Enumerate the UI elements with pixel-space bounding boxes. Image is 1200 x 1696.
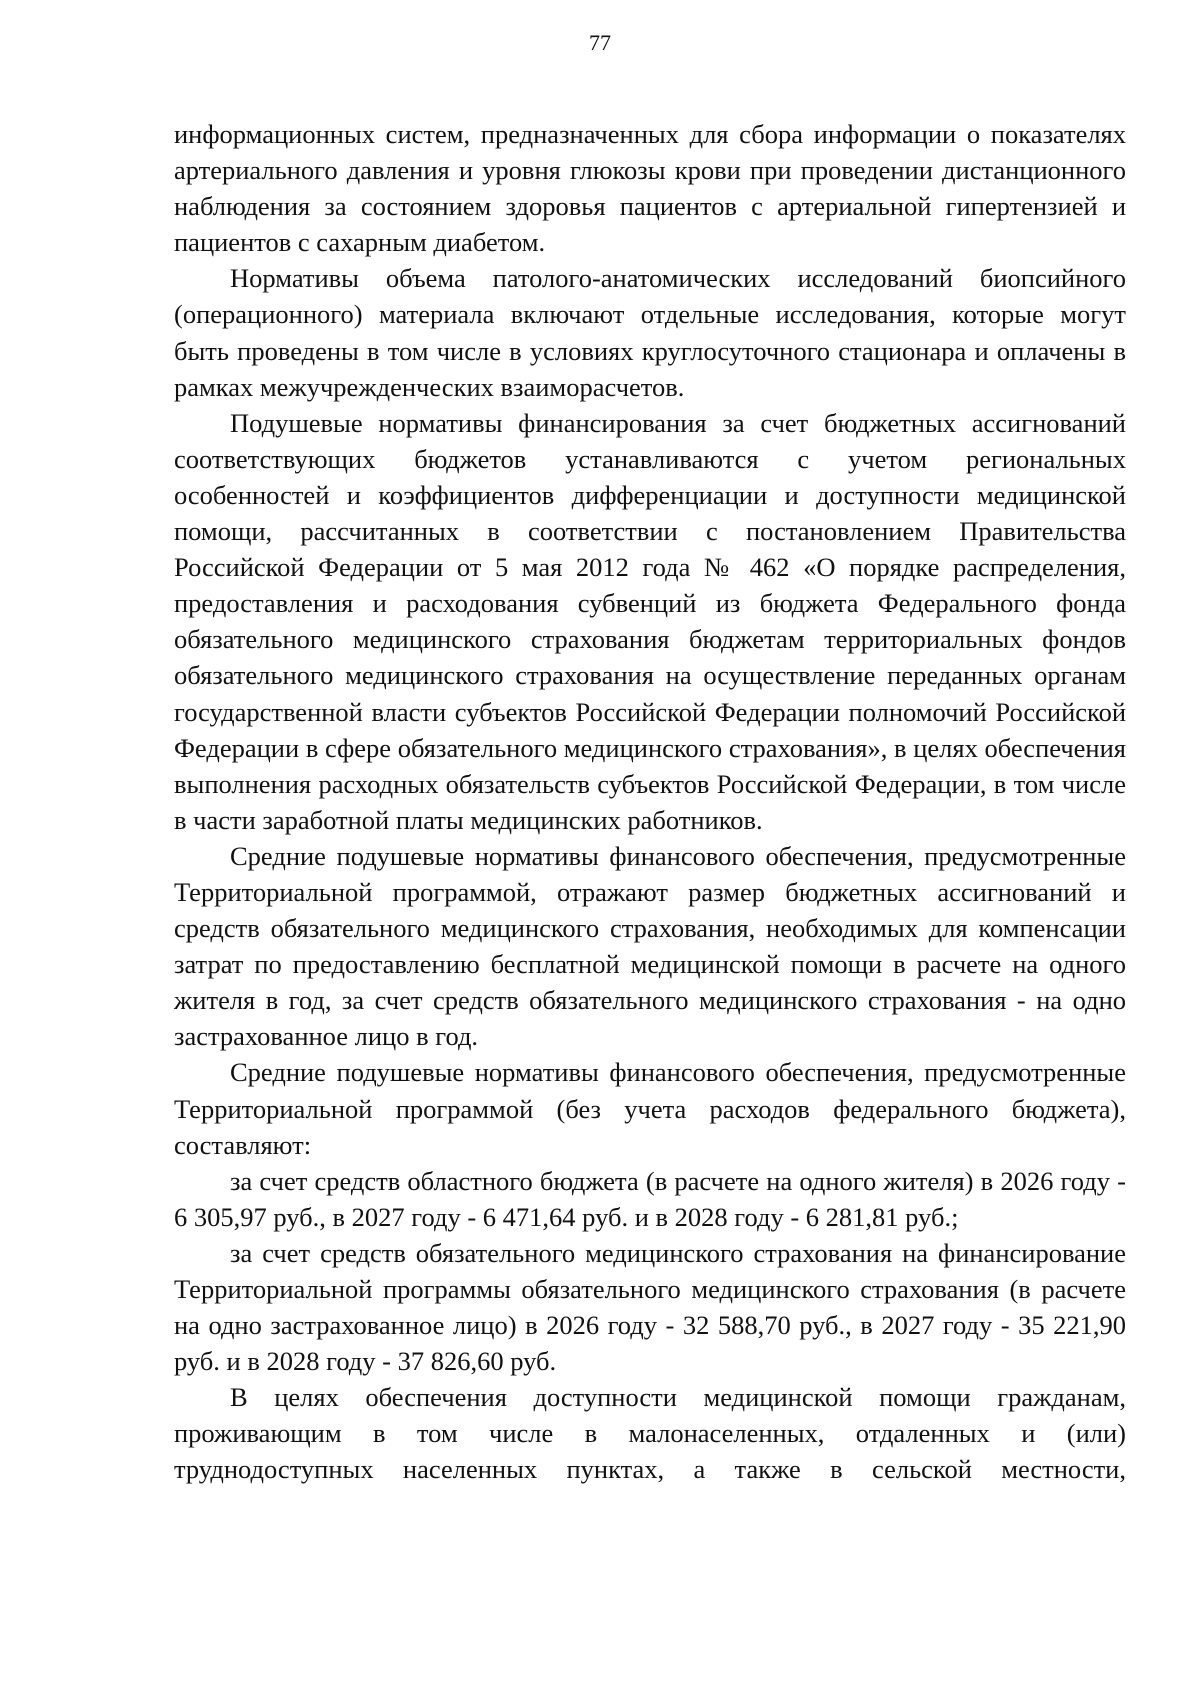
paragraph-per-capita-norms: Подушевые нормативы финансирования за счет бюджетных ассигнований соответствующих бюджетов устанавливаются с учетом региональных особенностей и коэффициентов дифференциации и доступности медицинской помощи, рассчитанных в соответствии с постановлением Правительства Российской Федерации от 5 мая 2012 года № 462 «О порядке распределения, предоставления и расходования субвенций из бюджета Федерального фонда обязательного медицинского страхования бюджетам территориальных фондов обязательного медицинского страхования на осуществление переданных органам государственной власти субъектов Российской Федерации полномочий Российской Федерации в сфере обязательного медицинского страхования», в целях обеспечения выполнения расходных обязательств субъектов Российской Федерации, в том числе в части заработной платы медицинских работников. xyxy=(174,407,1126,835)
paragraph-biopsy-norms: Нормативы объема патолого-анатомических исследований биопсийного (операционного) материала включают отдельные исследования, которые могут быть проведены в том числе в условиях круглосуточного стационара и оплачены в рамках межучрежденческих взаиморасчетов. xyxy=(174,263,1126,402)
paragraph-accessibility: В целях обеспечения доступности медицинской помощи гражданам, проживающим в том числе в малонаселенных, отдаленных и (или) труднодоступных населенных пунктах, а также в сельской местности, xyxy=(174,1382,1126,1485)
paragraph-average-norms-program: Средние подушевые нормативы финансового обеспечения, предусмотренные Территориальной программой (без учета расходов федерального бюджета), составляют: xyxy=(174,1057,1126,1160)
paragraph-regional-budget: за счет средств областного бюджета (в расчете на одного жителя) в 2026 году - 6 305,97 руб., в 2027 году - 6 471,64 руб. и в 2028 году - 6 281,81 руб.; xyxy=(174,1165,1126,1232)
page-number: 77 xyxy=(589,30,611,55)
document-body xyxy=(174,116,1126,1488)
paragraph-oms-funding: за счет средств обязательного медицинского страхования на финансирование Территориальной программы обязательного медицинского страхования (в расчете на одно застрахованное лицо) в 2026 году - 32 588,70 руб., в 2027 году - 35 221,90 руб. и в 2028 году - 37 826,60 руб. xyxy=(174,1237,1126,1377)
paragraph-average-norms: Средние подушевые нормативы финансового обеспечения, предусмотренные Территориальной программой, отражают размер бюджетных ассигнований и средств обязательного медицинского страхования, необходимых для компенсации затрат по предоставлению бесплатной медицинской помощи в расчете на одного жителя в год, за счет средств обязательного медицинского страхования - на одно застрахованное лицо в год. xyxy=(174,840,1126,1052)
paragraph-continuation: информационных систем, предназначенных для сбора информации о показателях артериального давления и уровня глюкозы крови при проведении дистанционного наблюдения за состоянием здоровья пациентов с артериальной гипертензией и пациентов с сахарным диабетом. xyxy=(174,119,1126,258)
